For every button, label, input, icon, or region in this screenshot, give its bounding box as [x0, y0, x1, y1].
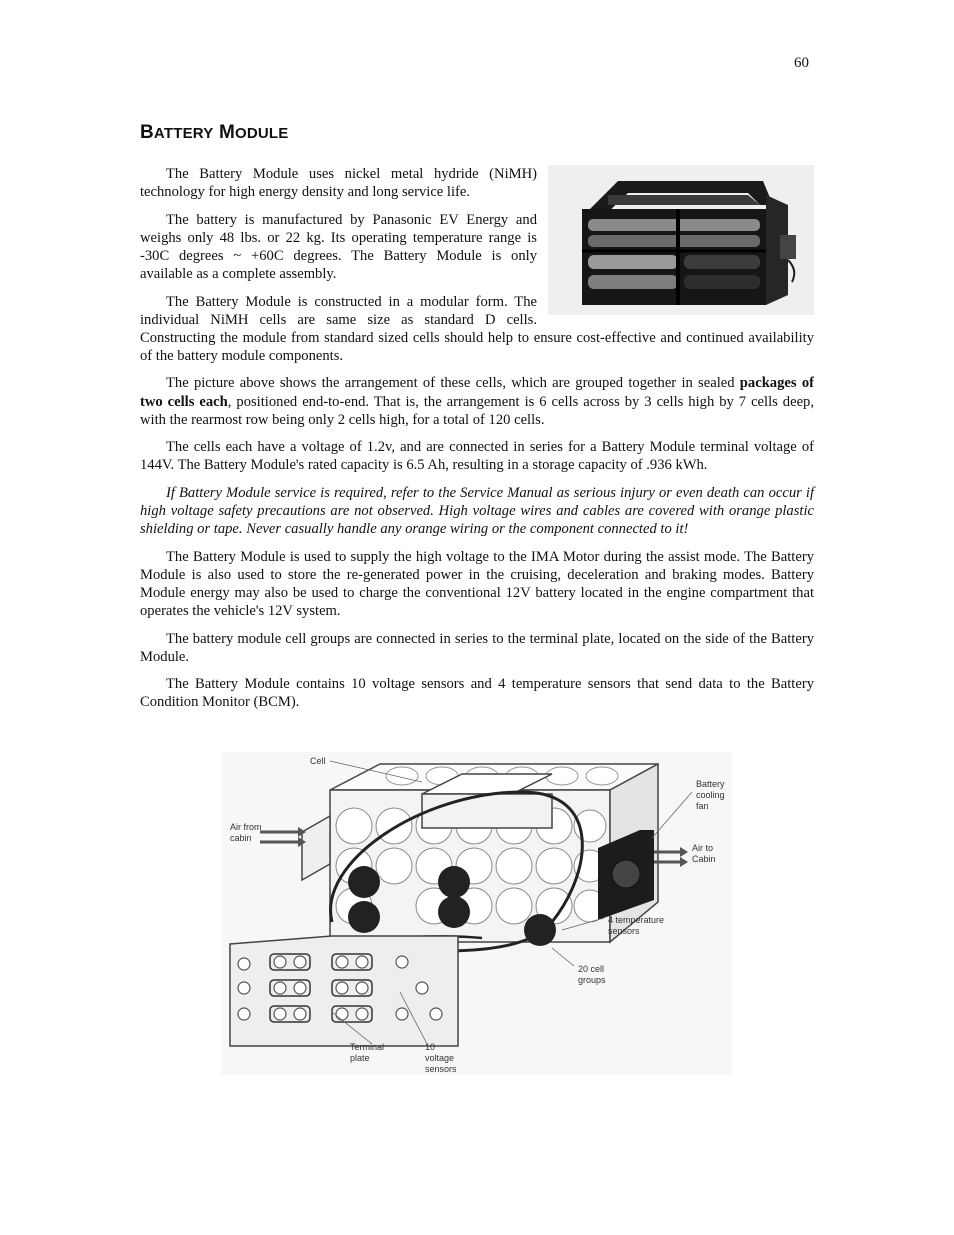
diagram-label-terminal-plate: plate [350, 1053, 370, 1063]
paragraph: The Battery Module uses nickel metal hydride (NiMH) technology for high energy density and long service life. [140, 166, 537, 201]
section-heading: BATTERY MODULE [140, 122, 289, 143]
body-text [140, 165, 814, 721]
diagram-label-voltage-sensors: sensors [425, 1064, 457, 1074]
diagram-label-cell-groups: 20 cell [578, 964, 605, 974]
paragraph: The Battery Module is used to supply the high voltage to the IMA Motor during the assist mode. The Battery Module is also used to store the re-generated power in the cruising, deceleration and braking modes. Battery Module energy may also be used to charge the conventional 12V battery located in the engine compartment that operates the vehicle's 12V system. [140, 548, 814, 619]
battery-module-photo [548, 165, 814, 315]
paragraph: The battery is manufactured by Panasonic EV Energy and weighs only 48 lbs. or 22 kg. Its operating temperature range is -30C degrees ~ +60C degrees. The Battery Module is only available as a complete assembly. [140, 211, 537, 282]
battery-module-diagram [222, 752, 732, 1075]
diagram-label-temperature-sensors: 4 temperature [608, 915, 665, 925]
diagram-label-temperature-sensors: sensors [608, 926, 640, 936]
diagram-label-air-to: Air to [692, 843, 714, 853]
diagram-label-terminal-plate: Terminal [350, 1042, 385, 1052]
diagram-label-air-to: Cabin [692, 854, 716, 864]
diagram-label-voltage-sensors: voltage [425, 1053, 455, 1063]
diagram-label-air-from: cabin [230, 833, 252, 843]
paragraph: The cells each have a voltage of 1.2v, and are connected in series for a Battery Module terminal voltage of 144V. The Battery Module's rated capacity is 6.5 Ah, resulting in a storage capacity of .936 kWh. [140, 439, 814, 474]
paragraph: The Battery Module is constructed in a modular form. The individual NiMH cells are same size as standard D cells. Constructing the module from standard sized cells should help to ensure cost-effective and continued availability of the battery module components. [140, 293, 814, 364]
page-number: 60 [794, 55, 809, 71]
diagram-label-cell: Cell [310, 756, 326, 766]
warning-paragraph: If Battery Module service is required, refer to the Service Manual as serious injury or even death can occur if high voltage safety precautions are not observed. High voltage wires and cables are covered with orange plastic shielding or tape. Never casually handle any orange wiring or the component connected to it! [140, 484, 814, 538]
paragraph: The picture above shows the arrangement of these cells, which are grouped together in sealed packages of two cells each, positioned end-to-end. That is, the arrangement is 6 cells across by 3 cells high by 7 cells deep, with the rearmost row being only 2 cells high, for a total of 120 cells. [140, 375, 815, 428]
diagram-label-cell-groups: groups [578, 975, 606, 985]
paragraph: The battery module cell groups are connected in series to the terminal plate, located on the side of the Battery Module. [140, 630, 814, 665]
diagram-label-fan: fan [696, 801, 709, 811]
diagram-label-fan: Battery [696, 779, 725, 789]
paragraph: The Battery Module contains 10 voltage sensors and 4 temperature sensors that send data to the Battery Condition Monitor (BCM). [140, 676, 814, 711]
diagram-label-fan: cooling [696, 790, 725, 800]
diagram-label-voltage-sensors: 10 [425, 1042, 436, 1052]
diagram-label-air-from: Air from [230, 822, 262, 832]
